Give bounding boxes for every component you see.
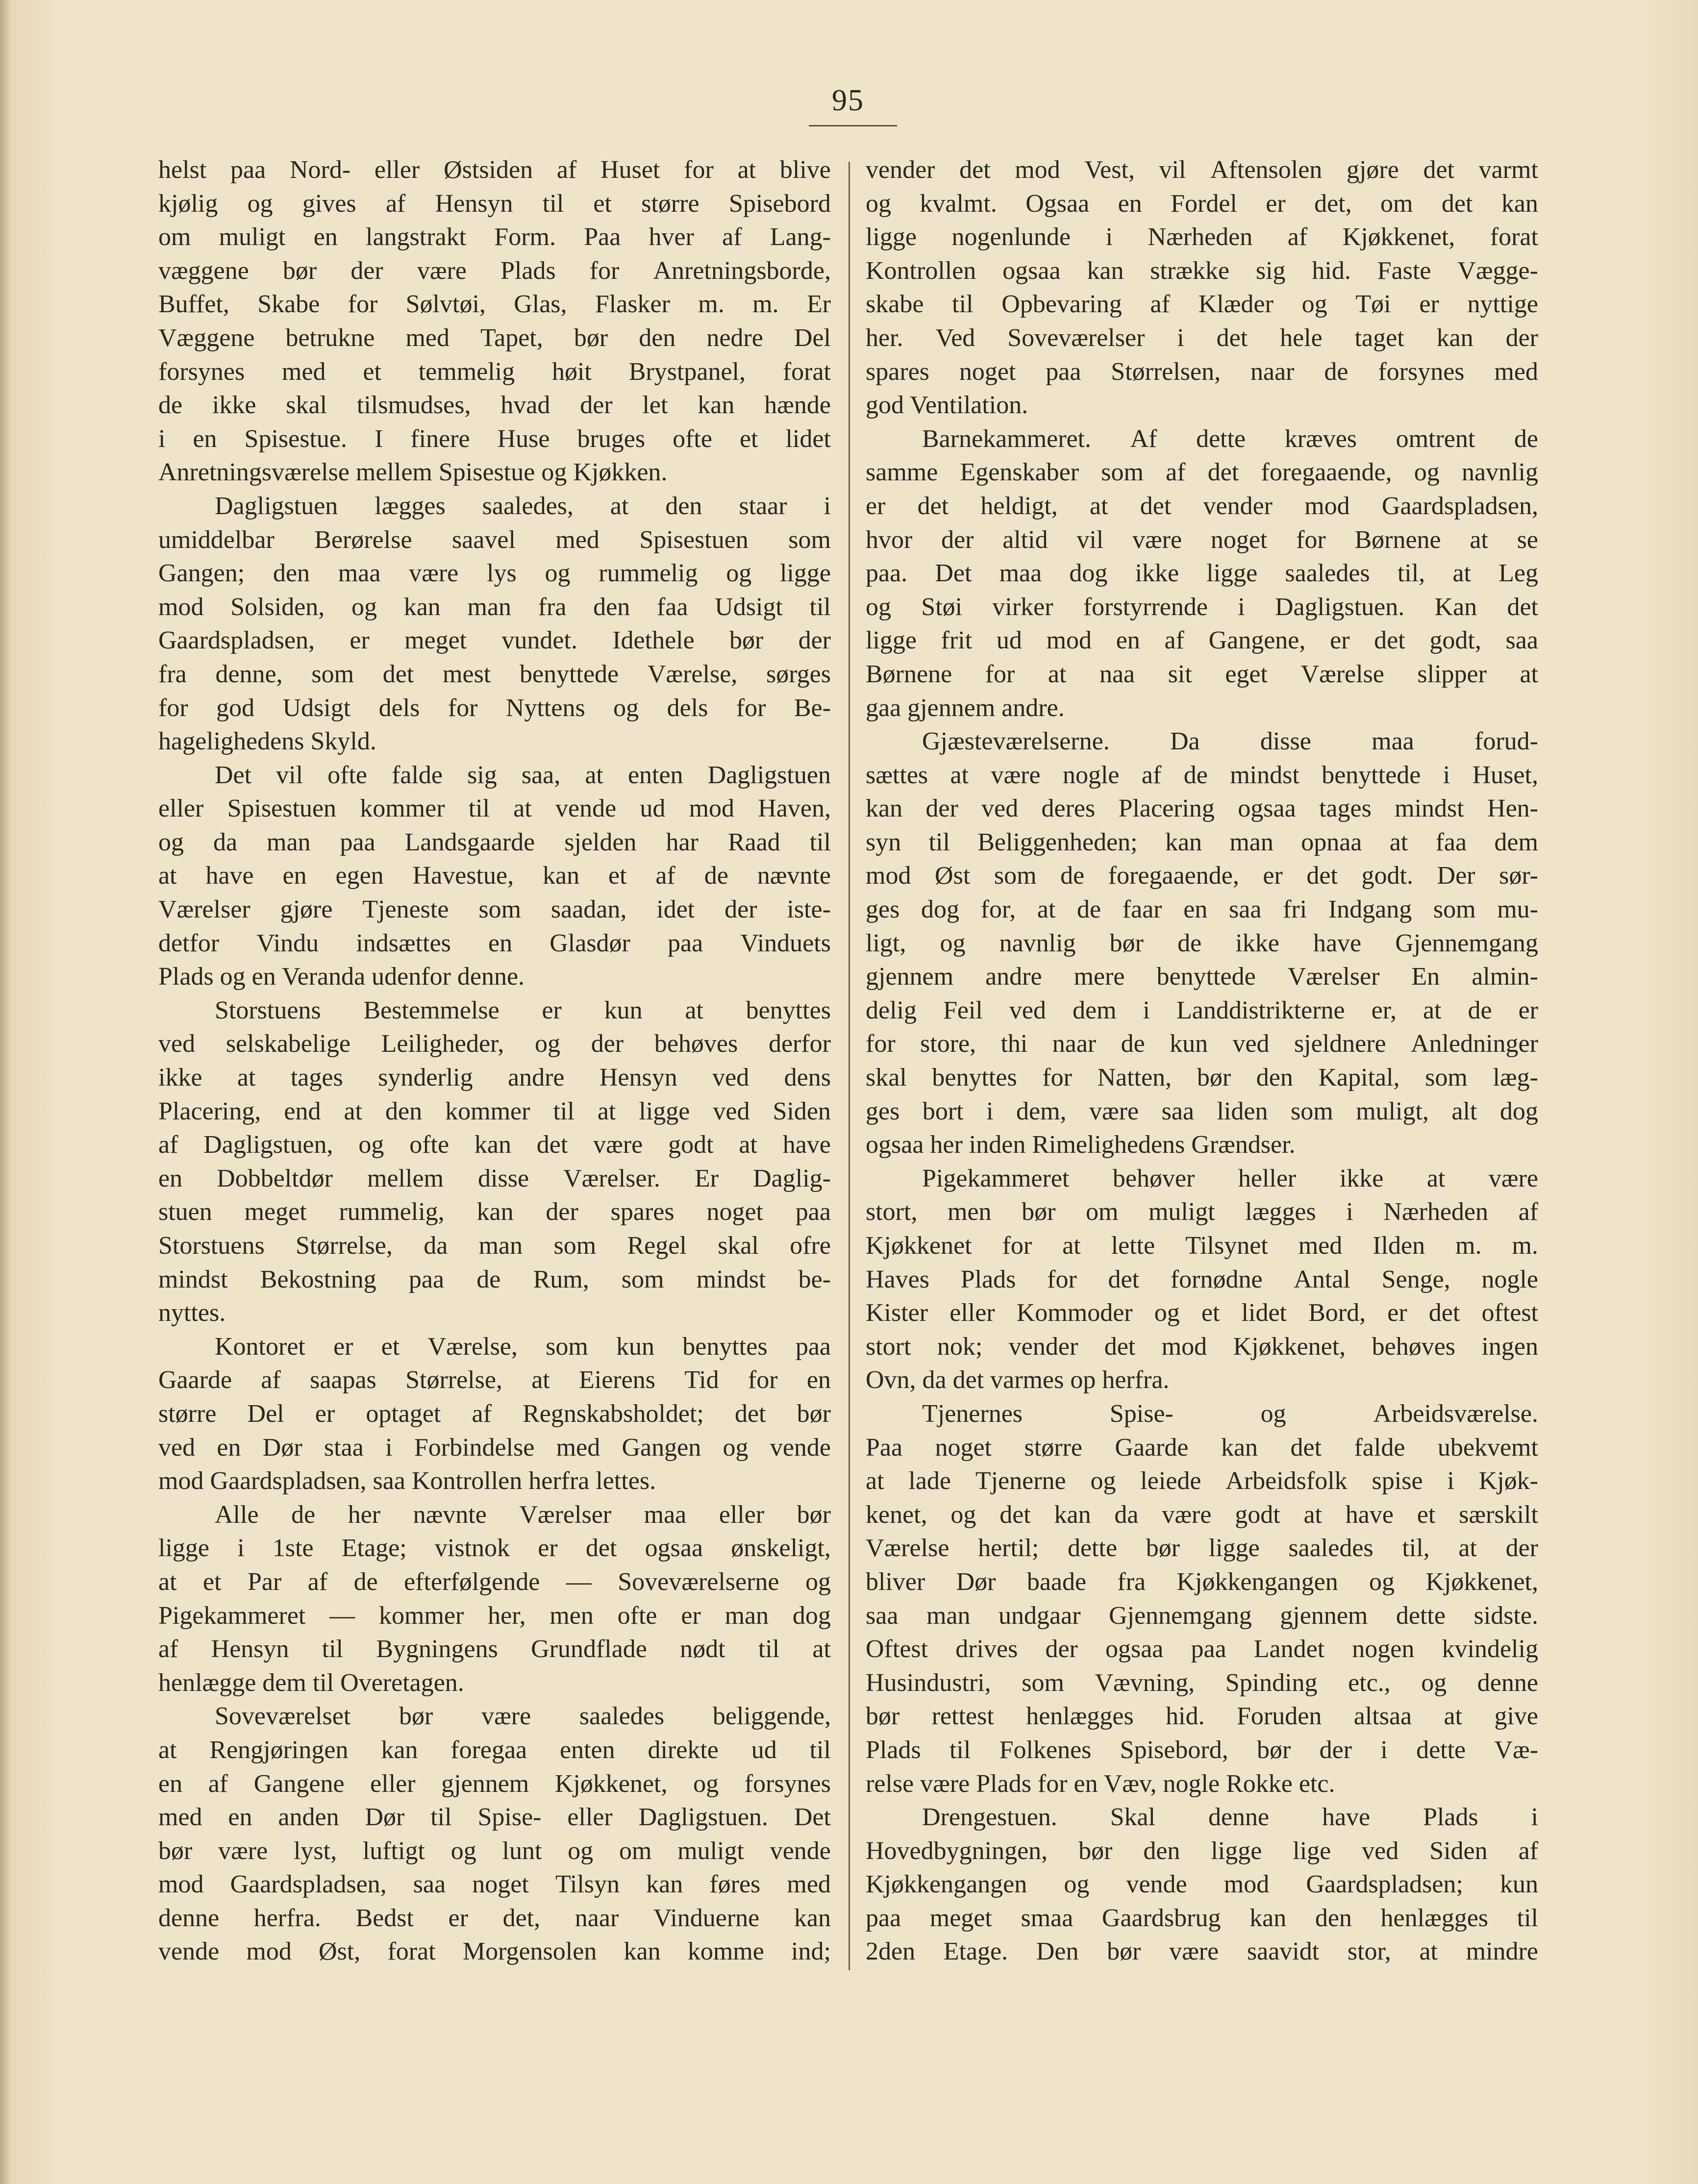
text-line: at lade Tjenerne og leiede Arbeidsfolk spise i Kjøk- bbox=[866, 1467, 1538, 1495]
text-line: 2den Etage. Den bør være saavidt stor, at mindre bbox=[866, 1937, 1538, 1966]
text-line: paa. Det maa dog ikke ligge saaledes til, at Leg bbox=[866, 559, 1538, 588]
text-line: samme Egenskaber som af det foregaaende, og navnlig bbox=[866, 458, 1538, 487]
text-line: mod Gaardspladsen, saa noget Tilsyn kan føres med bbox=[158, 1870, 831, 1899]
text-line: en Dobbeltdør mellem disse Værelser. Er Daglig- bbox=[158, 1164, 831, 1192]
text-line: gjennem andre mere benyttede Værelser En almin- bbox=[866, 963, 1538, 991]
text-line: her. Ved Soveværelser i det hele taget kan der bbox=[866, 323, 1538, 352]
text-line: Plads til Folkenes Spisebord, bør der i dette Væ- bbox=[866, 1736, 1538, 1764]
text-line: Kontoret er et Værelse, som kun benyttes paa bbox=[215, 1332, 831, 1361]
text-line: Ovn, da det varmes op herfra. bbox=[866, 1366, 1170, 1394]
text-line: umiddelbar Berørelse saavel med Spisestuen som bbox=[158, 525, 831, 554]
text-line: større Del er optaget af Regnskabsholdet; det bør bbox=[158, 1399, 831, 1428]
text-line: om muligt en langstrakt Form. Paa hver af Lang- bbox=[158, 223, 831, 251]
text-line: nyttes. bbox=[158, 1299, 226, 1327]
text-line: Gjæsteværelserne. Da disse maa forud- bbox=[922, 727, 1538, 756]
text-line: vender det mod Vest, vil Aftensolen gjøre det varmt bbox=[866, 156, 1538, 184]
text-line: sættes at være nogle af de mindst benyttede i Huset, bbox=[866, 761, 1538, 789]
text-line: og kvalmt. Ogsaa en Fordel er det, om det kan bbox=[866, 189, 1538, 218]
text-line: fra denne, som det mest benyttede Værelse, sørges bbox=[158, 660, 831, 688]
text-line: Placering, end at den kommer til at ligge ved Siden bbox=[158, 1097, 831, 1125]
text-line: helst paa Nord- eller Østsiden af Huset for at blive bbox=[158, 156, 831, 184]
text-line: for store, thi naar de kun ved sjeldnere Anledninger bbox=[866, 1030, 1538, 1058]
text-line: at have en egen Havestue, kan et af de nævnte bbox=[158, 862, 831, 890]
text-line: kjølig og gives af Hensyn til et større Spisebord bbox=[158, 189, 831, 218]
text-line: og da man paa Landsgaarde sjelden har Raad til bbox=[158, 828, 831, 856]
text-line: Drengestuen. Skal denne have Plads i bbox=[922, 1803, 1538, 1832]
text-line: skal benyttes for Natten, bør den Kapital, som læg- bbox=[866, 1064, 1538, 1092]
text-line: ved selskabelige Leiligheder, og der behøves derfor bbox=[158, 1030, 831, 1058]
text-line: delig Feil ved dem i Landdistrikterne er, at de er bbox=[866, 996, 1538, 1024]
text-line: Buffet, Skabe for Sølvtøi, Glas, Flasker m. m. Er bbox=[158, 290, 831, 319]
text-line: skabe til Opbevaring af Klæder og Tøi er nyttige bbox=[866, 290, 1538, 319]
text-line: væggene bør der være Plads for Anretningsborde, bbox=[158, 256, 831, 285]
text-line: Væggene betrukne med Tapet, bør den nedre Del bbox=[158, 323, 831, 352]
text-line: mod Solsiden, og kan man fra den faa Udsigt til bbox=[158, 593, 831, 621]
text-line: kenet, og det kan da være godt at have et særskilt bbox=[866, 1500, 1538, 1529]
text-line: en af Gangene eller gjennem Kjøkkenet, og forsynes bbox=[158, 1769, 831, 1798]
text-line: god Ventilation. bbox=[866, 391, 1028, 420]
text-line: Anretningsværelse mellem Spisestue og Kjøkken. bbox=[158, 458, 668, 487]
left-column bbox=[158, 153, 831, 1969]
text-line: bør være lyst, luftigt og lunt og om muligt vende bbox=[158, 1837, 831, 1865]
text-line: eller Spisestuen kommer til at vende ud mod Haven, bbox=[158, 794, 831, 823]
text-line: ges bort i dem, være saa liden som muligt, alt dog bbox=[866, 1097, 1538, 1125]
text-line: Hovedbygningen, bør den ligge lige ved Siden af bbox=[866, 1837, 1538, 1865]
text-line: Alle de her nævnte Værelser maa eller bør bbox=[215, 1500, 831, 1529]
text-line: Kjøkkenet for at lette Tilsynet med Ilden m. m. bbox=[866, 1232, 1538, 1260]
text-line: kan der ved deres Placering ogsaa tages mindst Hen- bbox=[866, 794, 1538, 823]
text-line: af Hensyn til Bygningens Grundflade nødt til at bbox=[158, 1635, 831, 1663]
text-line: denne herfra. Bedst er det, naar Vinduerne kan bbox=[158, 1904, 831, 1932]
text-line: Pigekammeret behøver heller ikke at være bbox=[922, 1164, 1538, 1192]
text-line: ogsaa her inden Rimelighedens Grændser. bbox=[866, 1131, 1296, 1159]
text-line: ved en Dør staa i Forbindelse med Gangen og vende bbox=[158, 1433, 831, 1462]
text-line: stuen meget rummelig, kan der spares noget paa bbox=[158, 1198, 831, 1226]
text-line: Tjenernes Spise- og Arbeidsværelse. bbox=[922, 1399, 1538, 1428]
text-line: Kister eller Kommoder og et lidet Bord, er det oftest bbox=[866, 1299, 1538, 1327]
text-line: henlægge dem til Overetagen. bbox=[158, 1668, 464, 1697]
page-number: 95 bbox=[832, 84, 864, 117]
text-line: ikke at tages synderlig andre Hensyn ved dens bbox=[158, 1064, 831, 1092]
text-line: ligge nogenlunde i Nærheden af Kjøkkenet, forat bbox=[866, 223, 1538, 251]
text-line: saa man undgaar Gjennemgang gjennem dette sidste. bbox=[866, 1601, 1538, 1630]
text-line: Oftest drives der ogsaa paa Landet nogen kvindelig bbox=[866, 1635, 1538, 1663]
text-line: Haves Plads for det fornødne Antal Senge, nogle bbox=[866, 1265, 1538, 1293]
text-line: for god Udsigt dels for Nyttens og dels for Be- bbox=[158, 694, 831, 722]
text-line: Plads og en Veranda udenfor denne. bbox=[158, 963, 525, 991]
text-line: hagelighedens Skyld. bbox=[158, 727, 376, 756]
text-line: spares noget paa Størrelsen, naar de forsynes med bbox=[866, 357, 1538, 386]
text-line: stort nok; vender det mod Kjøkkenet, behøves ingen bbox=[866, 1332, 1538, 1361]
text-line: Kontrollen ogsaa kan strække sig hid. Faste Vægge- bbox=[866, 256, 1538, 285]
text-line: relse være Plads for en Væv, nogle Rokke etc. bbox=[866, 1769, 1335, 1798]
text-line: at et Par af de efterfølgende — Soveværelserne og bbox=[158, 1567, 831, 1596]
text-line: ligge frit ud mod en af Gangene, er det godt, saa bbox=[866, 626, 1538, 655]
text-line: er det heldigt, at det vender mod Gaardspladsen, bbox=[866, 492, 1538, 520]
text-line: hvor der altid vil være noget for Børnene at se bbox=[866, 525, 1538, 554]
text-line: Det vil ofte falde sig saa, at enten Dagligstuen bbox=[215, 761, 831, 789]
text-line: med en anden Dør til Spise- eller Dagligstuen. Det bbox=[158, 1803, 831, 1832]
text-line: Dagligstuen lægges saaledes, at den staar i bbox=[215, 492, 831, 520]
page-number-rule bbox=[809, 125, 897, 126]
text-line: gaa gjennem andre. bbox=[866, 694, 1065, 722]
text-line: ligt, og navnlig bør de ikke have Gjennemgang bbox=[866, 929, 1538, 957]
text-line: stort, men bør om muligt lægges i Nærheden af bbox=[866, 1198, 1538, 1226]
text-line: at Rengjøringen kan foregaa enten direkte ud til bbox=[158, 1736, 831, 1764]
text-line: Gaarde af saapas Størrelse, at Eierens Tid for en bbox=[158, 1366, 831, 1394]
text-line: Husindustri, som Vævning, Spinding etc., og denne bbox=[866, 1668, 1538, 1697]
text-line: Kjøkkengangen og vende mod Gaardspladsen; kun bbox=[866, 1870, 1538, 1899]
text-line: Børnene for at naa sit eget Værelse slipper at bbox=[866, 660, 1538, 688]
text-line: Gaardspladsen, er meget vundet. Idethele bør der bbox=[158, 626, 831, 655]
text-line: detfor Vindu indsættes en Glasdør paa Vinduets bbox=[158, 929, 831, 957]
text-line: ligge i 1ste Etage; vistnok er det ogsaa ønskeligt, bbox=[158, 1534, 831, 1563]
text-line: af Dagligstuen, og ofte kan det være godt at have bbox=[158, 1131, 831, 1159]
text-line: Pigekammeret — kommer her, men ofte er man dog bbox=[158, 1601, 831, 1630]
column-divider bbox=[849, 162, 850, 1970]
text-line: Storstuens Bestemmelse er kun at benyttes bbox=[215, 996, 831, 1024]
text-line: de ikke skal tilsmudses, hvad der let kan hænde bbox=[158, 391, 831, 420]
text-line: mod Gaardspladsen, saa Kontrollen herfra lettes. bbox=[158, 1467, 656, 1495]
text-line: Storstuens Størrelse, da man som Regel skal ofre bbox=[158, 1232, 831, 1260]
text-line: vende mod Øst, forat Morgensolen kan komme ind; bbox=[158, 1937, 831, 1966]
text-line: Barnekammeret. Af dette kræves omtrent de bbox=[922, 424, 1538, 453]
text-line: Værelser gjøre Tjeneste som saadan, idet der iste- bbox=[158, 895, 831, 924]
text-line: Soveværelset bør være saaledes beliggende, bbox=[215, 1702, 831, 1731]
text-line: forsynes med et temmelig høit Brystpanel, forat bbox=[158, 357, 831, 386]
text-line: syn til Beliggenheden; kan man opnaa at faa dem bbox=[866, 828, 1538, 856]
binding-shadow bbox=[0, 0, 11, 2184]
text-line: paa meget smaa Gaardsbrug kan den henlægges til bbox=[866, 1904, 1538, 1932]
text-line: og Støi virker forstyrrende i Dagligstuen. Kan det bbox=[866, 593, 1538, 621]
text-line: mod Øst som de foregaaende, er det godt. Der sør- bbox=[866, 862, 1538, 890]
text-line: bør rettest henlægges hid. Foruden altsaa at give bbox=[866, 1702, 1538, 1731]
text-line: Paa noget større Gaarde kan det falde ubekvemt bbox=[866, 1433, 1538, 1462]
text-line: Værelse hertil; dette bør ligge saaledes til, at der bbox=[866, 1534, 1538, 1563]
right-column bbox=[866, 153, 1538, 1969]
text-line: Gangen; den maa være lys og rummelig og ligge bbox=[158, 559, 831, 588]
text-line: bliver Dør baade fra Kjøkkengangen og Kjøkkenet, bbox=[866, 1567, 1538, 1596]
text-line: ges dog for, at de faar en saa fri Indgang som mu- bbox=[866, 895, 1538, 924]
text-line: i en Spisestue. I finere Huse bruges ofte et lidet bbox=[158, 424, 831, 453]
text-line: mindst Bekostning paa de Rum, som mindst be- bbox=[158, 1265, 831, 1293]
